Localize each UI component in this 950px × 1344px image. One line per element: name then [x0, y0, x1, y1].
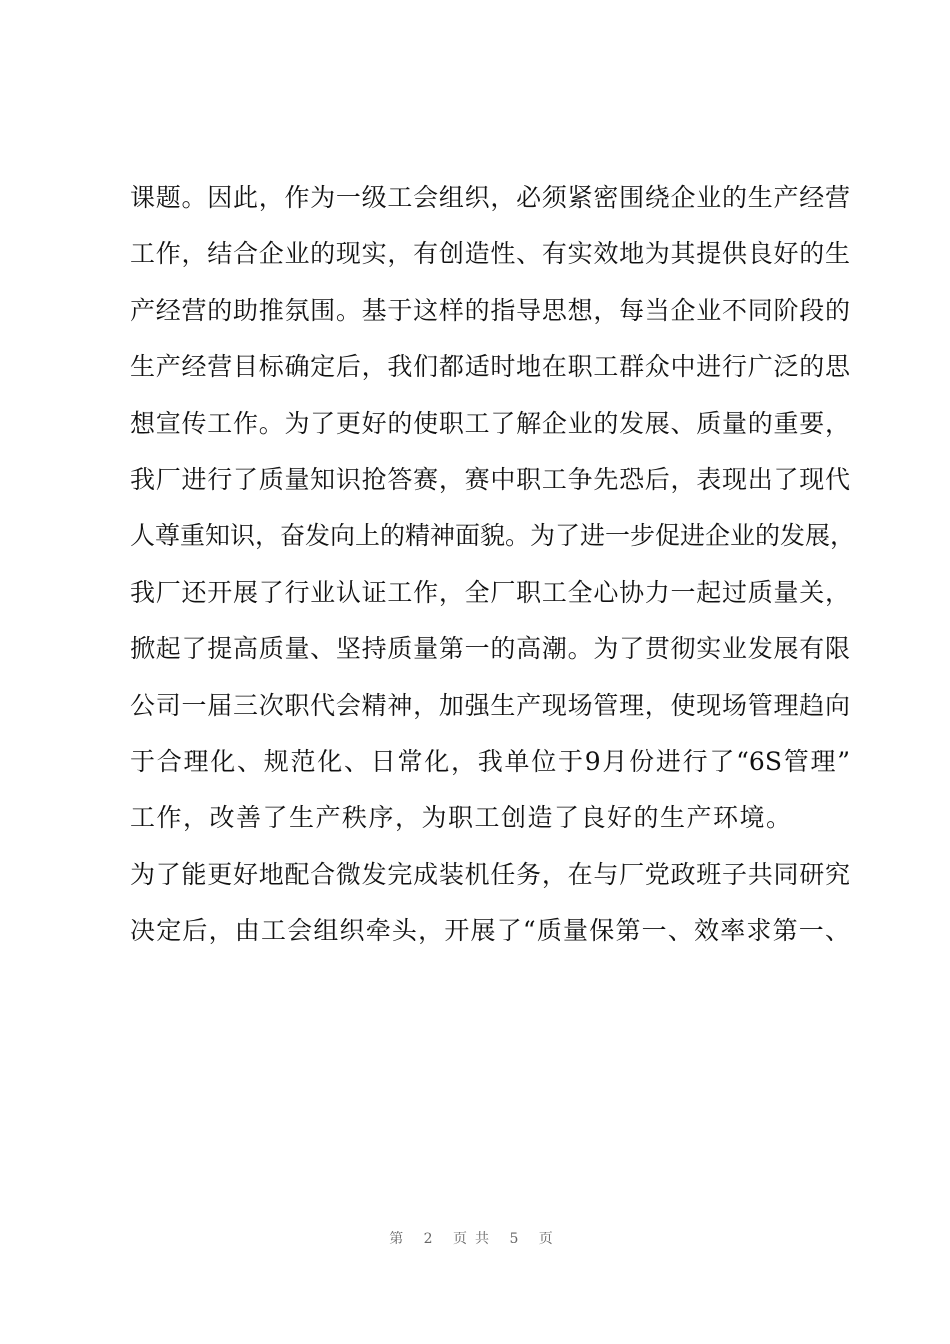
text-line: 生产经营目标确定后，我们都适时地在职工群众中进行广泛的思	[130, 352, 850, 382]
text-line: 产经营的助推氛围。基于这样的指导思想，每当企业不同阶段的	[130, 295, 850, 325]
text-line: 课题。因此，作为一级工会组织，必须紧密围绕企业的生产经营	[130, 183, 850, 212]
text-line: 人尊重知识，奋发向上的精神面貌。为了进一步促进企业的发展，	[130, 521, 856, 551]
body-text	[130, 170, 856, 959]
text-line: 公司一届三次职代会精神，加强生产现场管理，使现场管理趋向	[130, 690, 850, 720]
text-line: 我厂还开展了行业认证工作，全厂职工全心协力一起过质量关，	[130, 577, 850, 607]
text-line: 工作，改善了生产秩序，为职工创造了良好的生产环境。	[130, 803, 793, 833]
text-line: 想宣传工作。为了更好的使职工了解企业的发展、质量的重要，	[130, 408, 850, 438]
text-line: 工作，结合企业的现实，有创造性、有实效地为其提供良好的生	[130, 239, 850, 269]
text-line: 为了能更好地配合微发完成装机任务，在与厂党政班子共同研究	[130, 859, 850, 889]
text-line: 决定后，由工会组织牵头，开展了“质量保第一、效率求第一、	[130, 916, 850, 946]
text-line: 我厂进行了质量知识抢答赛，赛中职工争先恐后，表现出了现代	[130, 464, 850, 494]
text-line: 于合理化、规范化、日常化，我单位于9月份进行了“6S管理”	[130, 746, 850, 776]
page-number-footer: 第 2 页共 5 页	[389, 1231, 561, 1247]
text-line: 掀起了提高质量、坚持质量第一的高潮。为了贯彻实业发展有限	[130, 634, 850, 664]
